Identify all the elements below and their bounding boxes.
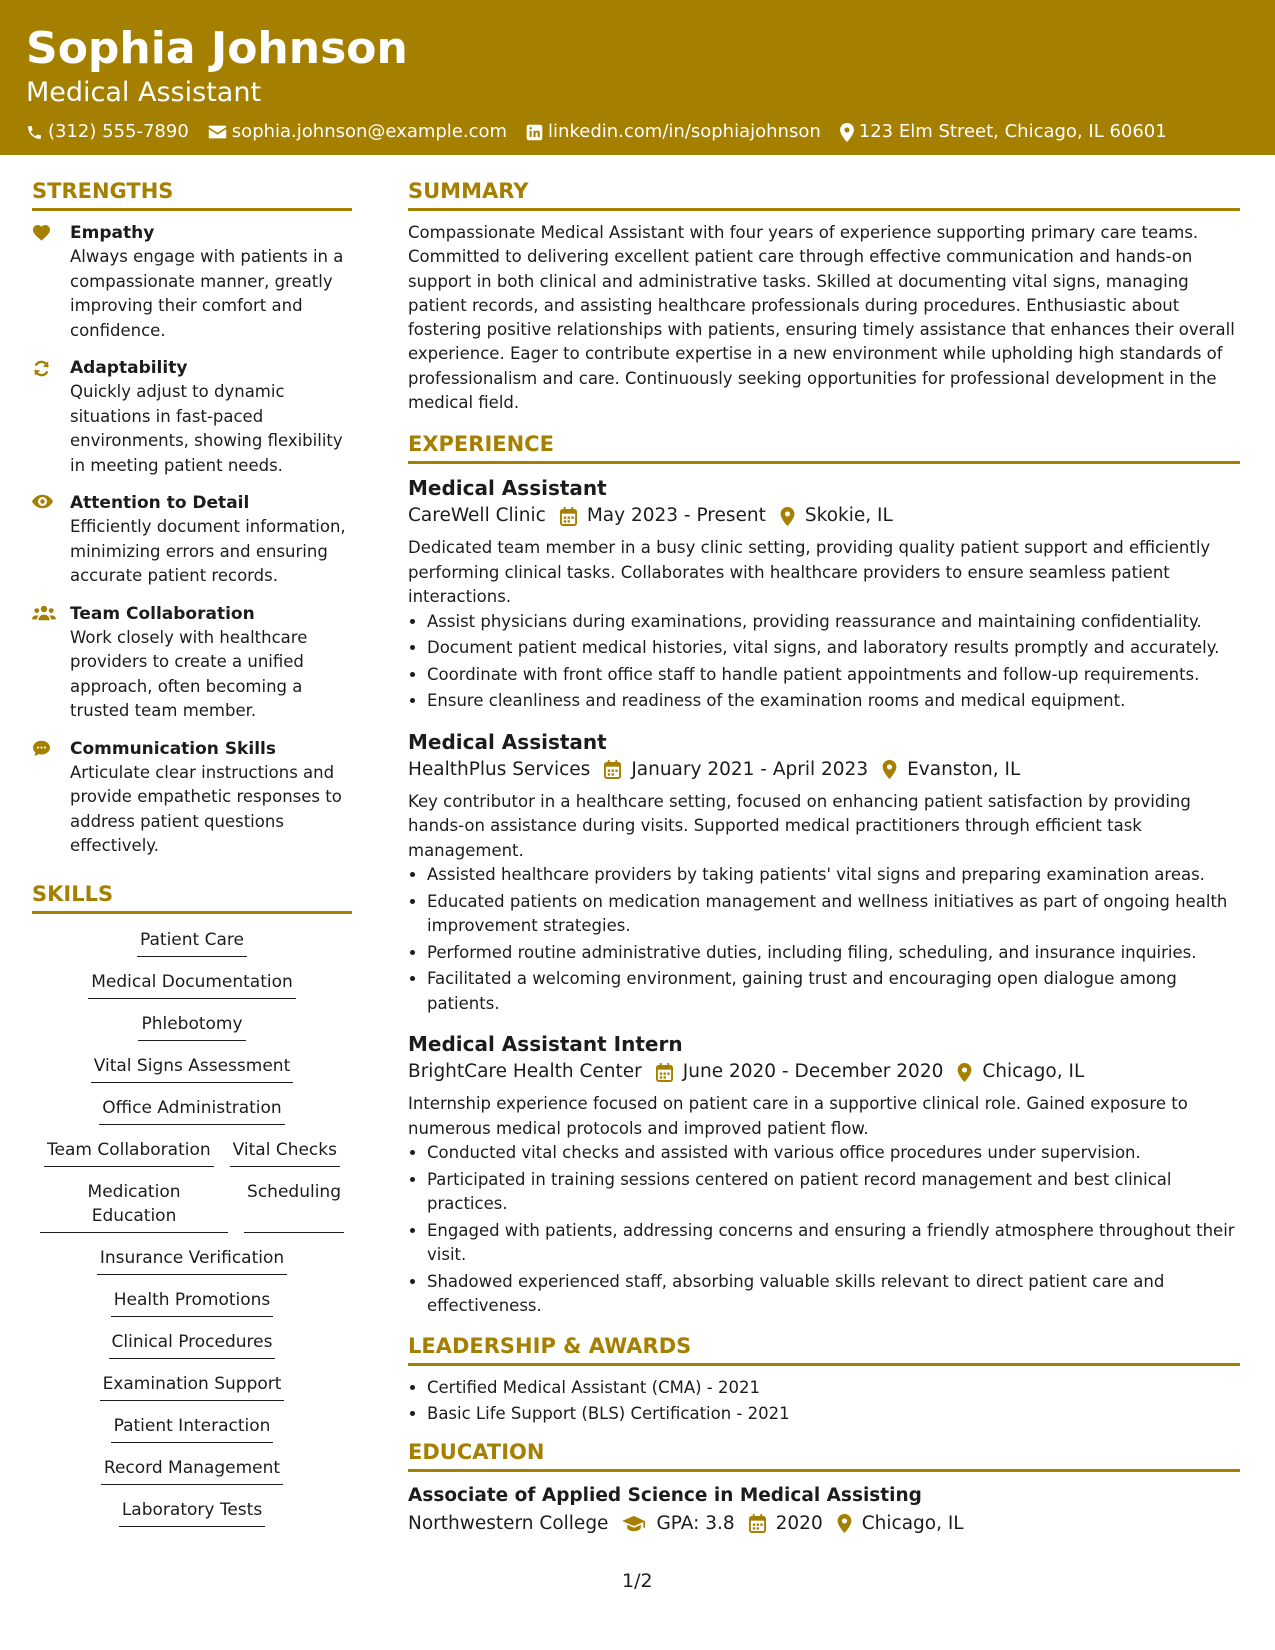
skills-list — [32, 928, 352, 1527]
skill-tag: Medical Documentation — [88, 970, 296, 999]
job-company: CareWell Clinic — [408, 505, 546, 527]
award-item: • Basic Life Support (BLS) Certification - 2021 — [427, 1402, 1240, 1427]
map-pin-icon — [837, 1514, 852, 1533]
envelope-icon — [208, 124, 227, 140]
candidate-role: Medical Assistant — [26, 77, 262, 108]
job-description: Internship experience focused on patient care in a supportive clinical role. Gained exposure to numerous medical protocols and improved patient flow. — [408, 1094, 1188, 1138]
gpa — [622, 1510, 734, 1538]
job-location — [882, 756, 1020, 784]
leadership-heading: LEADERSHIP & AWARDS — [408, 1333, 1240, 1366]
candidate-name: Sophia Johnson — [26, 23, 408, 74]
bullet-item: • Coordinate with front office staff to handle patient appointments and follow-up requirements. — [427, 663, 1240, 688]
contact-bar — [26, 120, 1249, 144]
strength-item — [32, 737, 352, 859]
skill-tag: Insurance Verification — [97, 1246, 287, 1275]
sync-icon — [32, 359, 51, 378]
job-title: Medical Assistant — [408, 729, 607, 754]
bullet-item: • Engaged with patients, addressing concerns and ensuring a friendly atmosphere throughout their visit. — [427, 1219, 1240, 1268]
skill-tag: Vital Checks — [230, 1138, 340, 1167]
school-location — [837, 1510, 964, 1538]
strength-item — [32, 602, 352, 724]
job-entry — [408, 1030, 1240, 1319]
job-location-text: Skokie, IL — [804, 505, 893, 527]
left-column — [32, 178, 352, 1540]
map-pin-icon — [780, 507, 795, 526]
job-bullets — [408, 863, 1240, 1016]
skill-tag: Record Management — [101, 1456, 283, 1485]
job-dates — [560, 502, 766, 530]
phone-text: (312) 555-7890 — [48, 121, 189, 142]
skill-tag: Laboratory Tests — [119, 1498, 265, 1527]
contact-linkedin[interactable] — [526, 120, 821, 144]
school-location-text: Chicago, IL — [861, 1512, 964, 1534]
job-location — [780, 502, 893, 530]
heart-icon — [32, 224, 51, 241]
education-heading: EDUCATION — [408, 1439, 1240, 1472]
award-item: • Certified Medical Assistant (CMA) - 2021 — [427, 1376, 1240, 1401]
phone-icon — [26, 124, 43, 141]
skills-heading: SKILLS — [32, 881, 352, 914]
strength-item — [32, 356, 352, 478]
job-location — [957, 1058, 1084, 1086]
map-pin-icon — [882, 760, 897, 779]
bullet-item: • Assist physicians during examinations, providing reassurance and maintaining confidentiality. — [427, 610, 1240, 635]
email-text: sophia.johnson@example.com — [231, 121, 508, 142]
bullet-item: • Performed routine administrative duties, including filing, scheduling, and insurance inquiries. — [427, 941, 1240, 966]
gpa-text: GPA: 3.8 — [656, 1512, 735, 1534]
bullet-item: • Facilitated a welcoming environment, gaining trust and encouraging open dialogue among patients. — [427, 967, 1240, 1016]
job-description: Key contributor in a healthcare setting, focused on enhancing patient satisfaction by providing hands-on assistance during visits. Supported medical practitioners through efficient task management. — [408, 791, 1191, 860]
strength-title: Empathy — [70, 223, 155, 243]
strength-desc: Quickly adjust to dynamic situations in fast-paced environments, showing flexibility in meeting patient needs. — [70, 382, 343, 475]
job-company: BrightCare Health Center — [408, 1061, 642, 1083]
job-meta — [408, 756, 1240, 784]
strength-desc: Work closely with healthcare providers to create a unified approach, often becoming a trusted team member. — [70, 627, 308, 720]
linkedin-text: linkedin.com/in/sophiajohnson — [548, 121, 821, 142]
speech-bubble-icon — [32, 740, 51, 757]
job-entry — [408, 728, 1240, 1017]
summary-heading: SUMMARY — [408, 178, 1240, 211]
skill-tag: Patient Care — [137, 928, 247, 957]
job-entry — [408, 474, 1240, 714]
job-location-text: Evanston, IL — [907, 758, 1021, 780]
strength-title: Communication Skills — [70, 738, 276, 759]
graduation-year — [749, 1510, 823, 1538]
strength-desc: Articulate clear instructions and provide empathetic responses to address patient questions effectively. — [70, 762, 342, 855]
calendar-icon — [749, 1514, 766, 1533]
job-title: Medical Assistant Intern — [408, 1032, 683, 1057]
skill-tag: Clinical Procedures — [109, 1330, 276, 1359]
graduation-cap-icon — [622, 1515, 646, 1532]
strength-desc: Efficiently document information, minimizing errors and ensuring accurate patient records. — [70, 517, 346, 585]
skill-tag: Examination Support — [100, 1372, 285, 1401]
contact-address — [840, 120, 1167, 144]
page-number: 1/2 — [622, 1570, 653, 1592]
eye-icon — [32, 494, 53, 509]
skill-tag: Medication Education — [40, 1180, 228, 1233]
strengths-heading: STRENGTHS — [32, 178, 352, 211]
job-bullets — [408, 1141, 1240, 1319]
job-dates-text: January 2021 - April 2023 — [631, 758, 869, 780]
job-dates — [656, 1058, 944, 1086]
bullet-item: • Educated patients on medication management and wellness initiatives as part of ongoing health improvement strategies. — [427, 890, 1240, 939]
job-dates-text: May 2023 - Present — [586, 505, 766, 527]
skill-tag: Vital Signs Assessment — [91, 1054, 294, 1083]
job-location-text: Chicago, IL — [982, 1061, 1085, 1083]
bullet-item: • Document patient medical histories, vital signs, and laboratory results promptly and accurately. — [427, 636, 1240, 661]
strength-desc: Always engage with patients in a compassionate manner, greatly improving their comfort and confidence. — [70, 247, 344, 340]
education-meta — [408, 1510, 1240, 1538]
calendar-icon — [560, 507, 577, 526]
job-meta — [408, 502, 1240, 530]
strength-item — [32, 491, 352, 589]
school-name: Northwestern College — [408, 1512, 609, 1534]
map-pin-icon — [840, 123, 854, 142]
bullet-item: • Assisted healthcare providers by taking patients' vital signs and preparing examination areas. — [427, 863, 1240, 888]
strength-title: Attention to Detail — [70, 493, 250, 513]
calendar-icon — [604, 760, 621, 779]
job-description: Dedicated team member in a busy clinic setting, providing quality patient support and efficiently performing clinical tasks. Collaborates with healthcare providers to ensure seamless patient interactions. — [408, 538, 1211, 607]
skill-tag: Office Administration — [99, 1096, 284, 1125]
strength-title: Team Collaboration — [70, 603, 255, 624]
contact-phone[interactable] — [26, 120, 189, 144]
map-pin-icon — [957, 1063, 972, 1082]
linkedin-icon — [526, 124, 543, 141]
job-title: Medical Assistant — [408, 476, 607, 501]
job-dates-text: June 2020 - December 2020 — [682, 1061, 944, 1083]
year-text: 2020 — [775, 1512, 823, 1534]
job-meta — [408, 1058, 1240, 1086]
users-icon — [32, 605, 56, 621]
skill-tag: Phlebotomy — [138, 1012, 245, 1041]
strength-item — [32, 221, 352, 343]
calendar-icon — [656, 1063, 673, 1082]
skill-tag: Health Promotions — [111, 1288, 274, 1317]
bullet-item: • Conducted vital checks and assisted with various office procedures under supervision. — [427, 1141, 1240, 1166]
degree-title: Associate of Applied Science in Medical Assisting — [408, 1484, 922, 1506]
contact-email[interactable] — [208, 120, 507, 144]
bullet-item: • Ensure cleanliness and readiness of the examination rooms and medical equipment. — [427, 689, 1240, 714]
job-bullets — [408, 610, 1240, 714]
address-text: 123 Elm Street, Chicago, IL 60601 — [858, 121, 1167, 142]
skill-tag: Team Collaboration — [44, 1138, 214, 1167]
bullet-item: • Shadowed experienced staff, absorbing valuable skills relevant to direct patient care and effectiveness. — [427, 1270, 1240, 1319]
strength-title: Adaptability — [70, 358, 188, 378]
experience-heading: EXPERIENCE — [408, 431, 1240, 464]
awards-list — [408, 1376, 1240, 1427]
job-dates — [604, 756, 868, 784]
bullet-item: • Participated in training sessions centered on patient record management and best clinical practices. — [427, 1168, 1240, 1217]
skill-tag: Patient Interaction — [111, 1414, 274, 1443]
right-column — [408, 178, 1240, 1544]
summary-text: Compassionate Medical Assistant with four years of experience supporting primary care teams. Committed to delivering excellent patient care through effective communication and hands-on support in both clinical and administrative tasks. Skilled at documenting vital signs, managing patient records, and assisting healthcare professionals during procedures. Enthusiastic about fostering positive relationships with patients, ensuring timely assistance that enhances their overall experience. Eager to contribute expertise in a new environment while upholding high standards of professionalism and care. Continuously seeking opportunities for professional development in the medical field. — [408, 223, 1235, 413]
resume-header — [0, 0, 1275, 155]
skill-tag: Scheduling — [244, 1180, 344, 1233]
job-company: HealthPlus Services — [408, 758, 591, 780]
